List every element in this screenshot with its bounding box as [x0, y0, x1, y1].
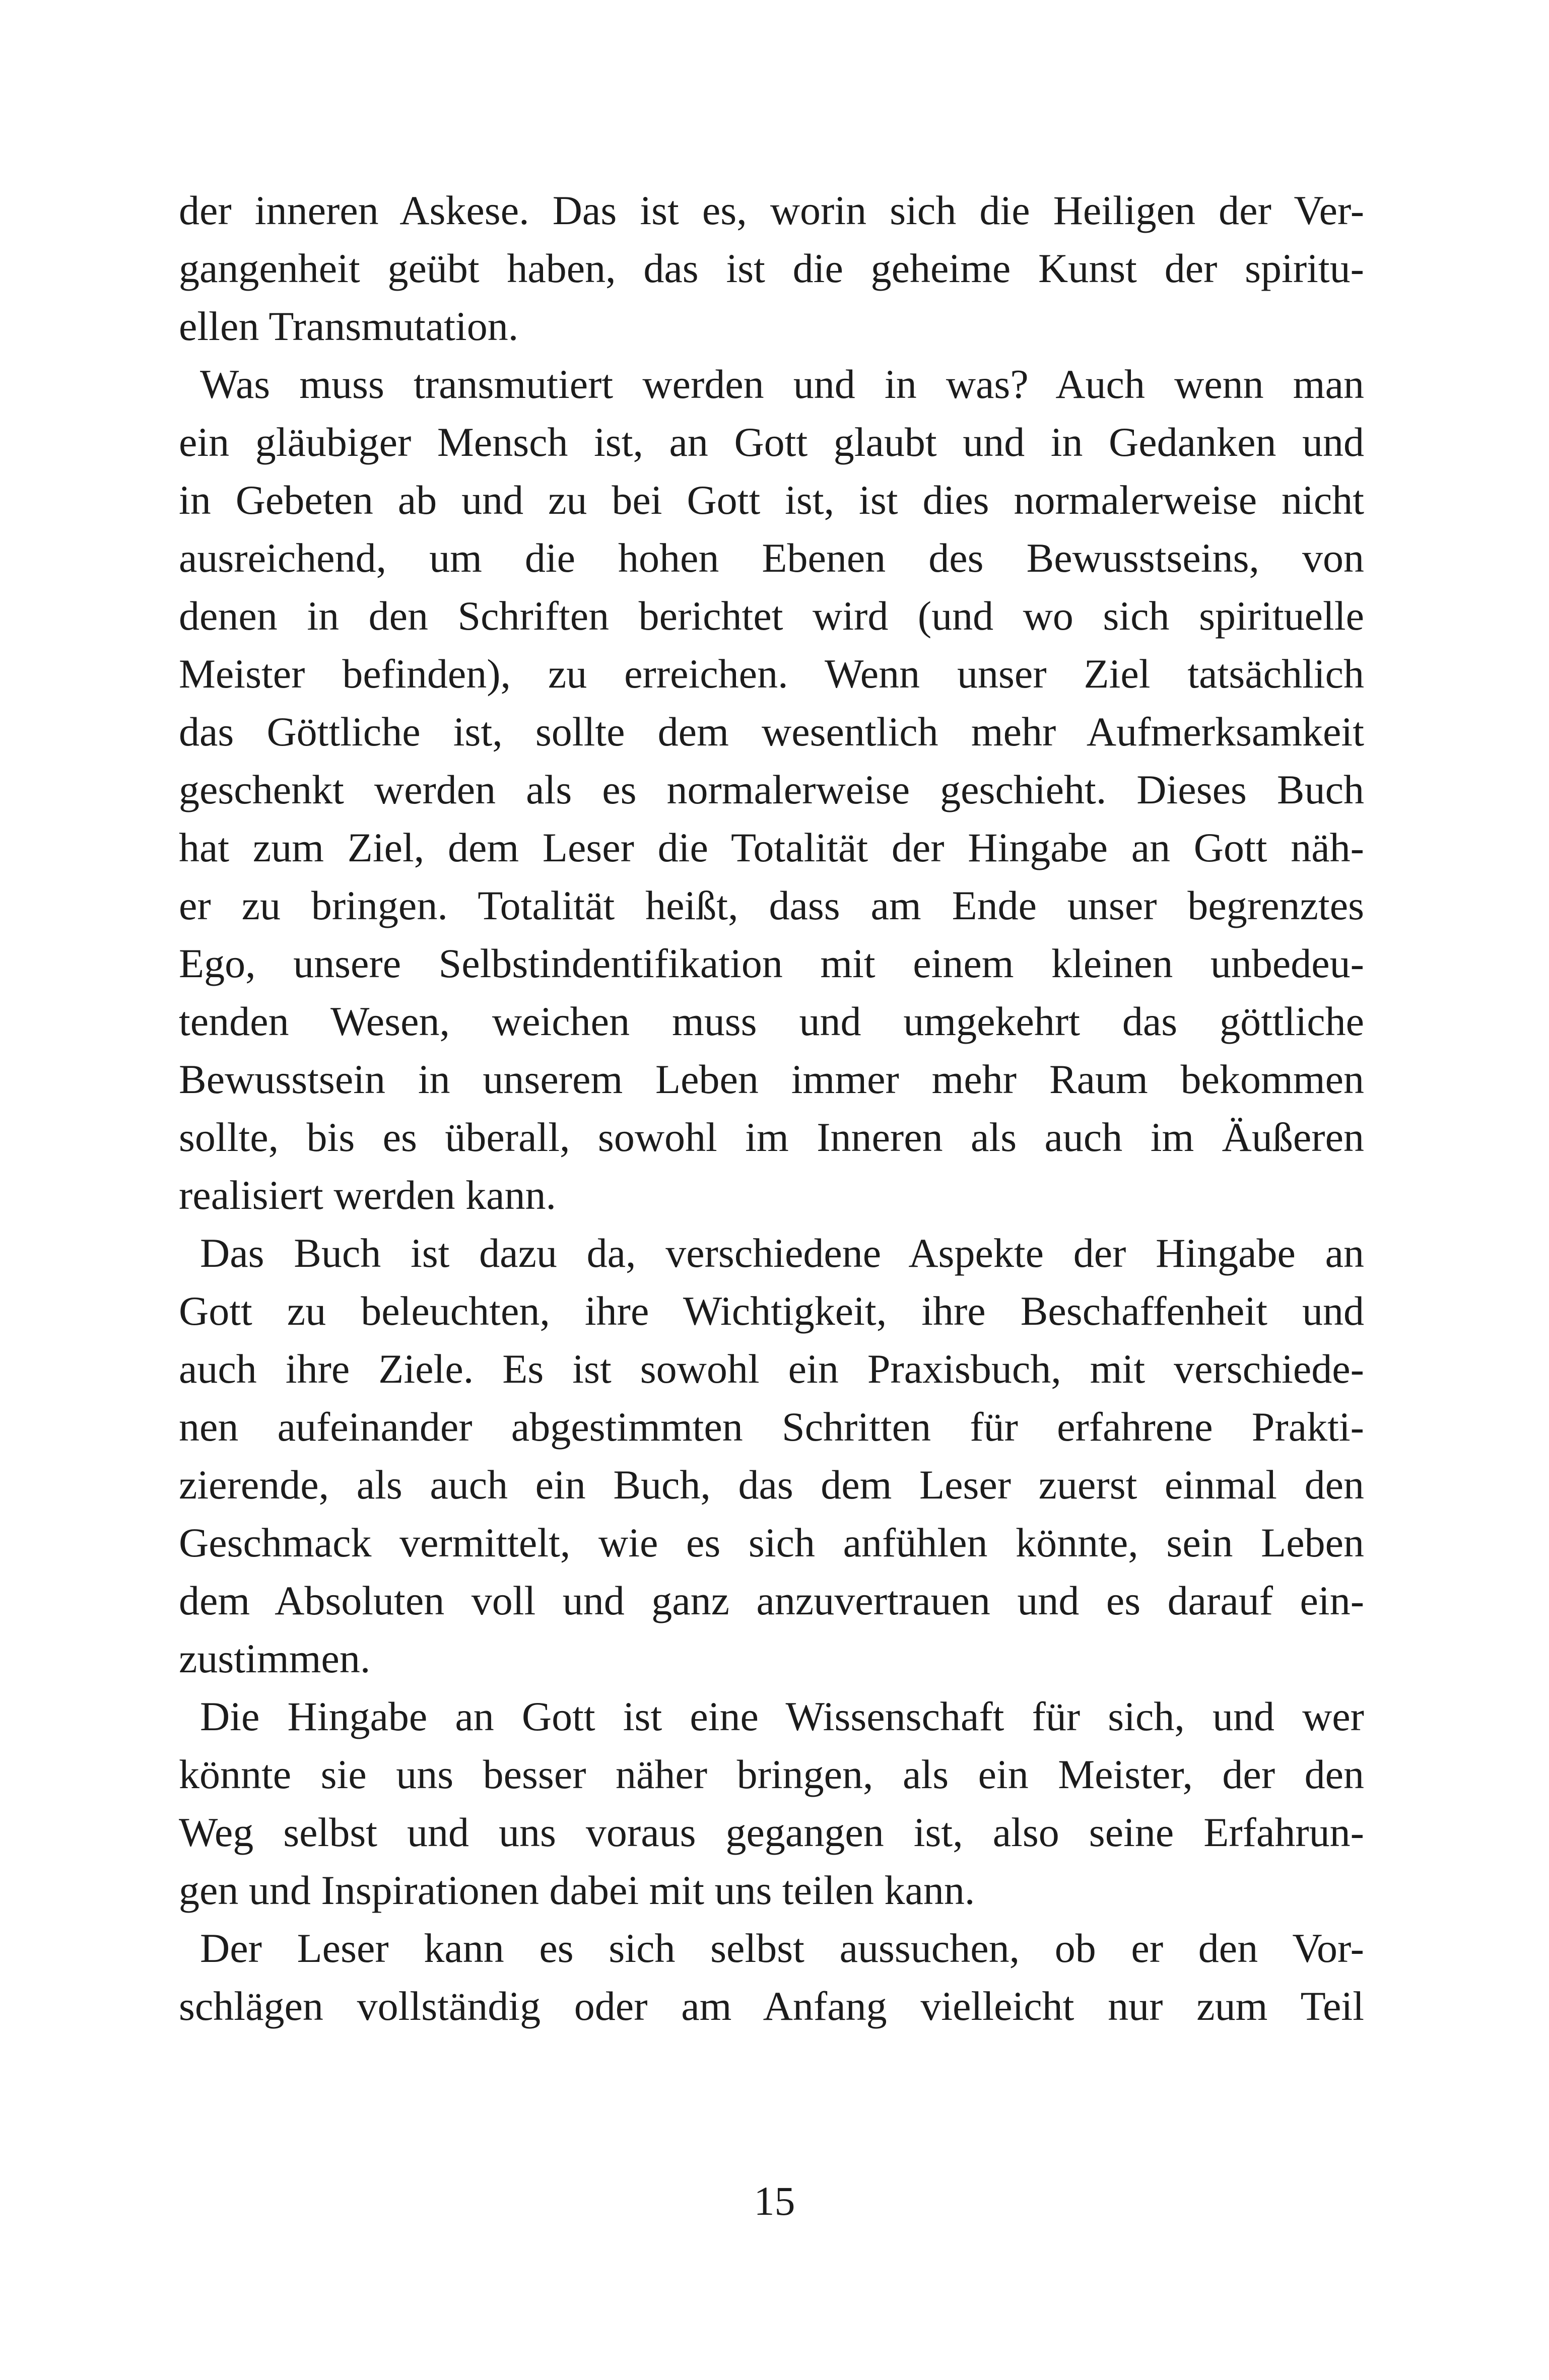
text-line: ausreichend, um die hohen Ebenen des Bewusstseins, von — [179, 535, 1364, 581]
text-line: nen aufeinander abgestimmten Schritten für erfahrene Prakti- — [179, 1404, 1364, 1450]
text-line: Ego, unsere Selbstindentifikation mit einem kleinen unbedeu- — [179, 940, 1364, 986]
text-line: gen und Inspirationen dabei mit uns teilen kann. — [179, 1867, 975, 1913]
text-line: Das Buch ist dazu da, verschiedene Aspekte der Hingabe an — [200, 1230, 1364, 1276]
text-line: könnte sie uns besser näher bringen, als ein Meister, der den — [179, 1751, 1364, 1797]
text-line: Geschmack vermittelt, wie es sich anfühlen könnte, sein Leben — [179, 1520, 1364, 1566]
text-line: Bewusstsein in unserem Leben immer mehr Raum bekommen — [179, 1056, 1364, 1102]
text-line: ein gläubiger Mensch ist, an Gott glaubt und in Gedanken und — [179, 419, 1364, 465]
text-line: realisiert werden kann. — [179, 1172, 557, 1218]
text-line: er zu bringen. Totalität heißt, dass am Ende unser begrenztes — [179, 882, 1364, 928]
text-line: der inneren Askese. Das ist es, worin sich die Heiligen der Ver- — [179, 187, 1364, 233]
text-line: dem Absoluten voll und ganz anzuvertrauen und es darauf ein- — [179, 1578, 1364, 1623]
text-line: hat zum Ziel, dem Leser die Totalität der Hingabe an Gott näh- — [179, 825, 1364, 870]
text-line: in Gebeten ab und zu bei Gott ist, ist dies normalerweise nicht — [179, 477, 1364, 523]
text-line: Die Hingabe an Gott ist eine Wissenschaft für sich, und wer — [200, 1693, 1364, 1739]
paragraph — [179, 1224, 1364, 1687]
paragraph — [179, 1919, 1364, 2035]
text-line: geschenkt werden als es normalerweise geschieht. Dieses Buch — [179, 767, 1364, 812]
text-line: tenden Wesen, weichen muss und umgekehrt das göttliche — [179, 998, 1364, 1044]
text-line: denen in den Schriften berichtet wird (und wo sich spirituelle — [179, 593, 1364, 639]
paragraph — [179, 181, 1364, 355]
text-line: schlägen vollständig oder am Anfang vielleicht nur zum Teil — [179, 1983, 1364, 2029]
text-line: Weg selbst und uns voraus gegangen ist, also seine Erfahrun- — [179, 1809, 1364, 1855]
text-line: Gott zu beleuchten, ihre Wichtigkeit, ihre Beschaffenheit und — [179, 1288, 1364, 1334]
text-line: Der Leser kann es sich selbst aussuchen, ob er den Vor- — [200, 1925, 1364, 1971]
page-number: 15 — [754, 2178, 795, 2224]
paragraph — [179, 355, 1364, 1224]
text-line: Meister befinden), zu erreichen. Wenn unser Ziel tatsächlich — [179, 651, 1364, 697]
text-line: auch ihre Ziele. Es ist sowohl ein Praxisbuch, mit verschiede- — [179, 1346, 1364, 1392]
body-text — [179, 181, 1364, 2035]
text-line: das Göttliche ist, sollte dem wesentlich mehr Aufmerksamkeit — [179, 709, 1364, 755]
text-line: ellen Transmutation. — [179, 303, 519, 349]
text-line: gangenheit geübt haben, das ist die geheime Kunst der spiritu- — [179, 245, 1364, 291]
paragraph — [179, 1687, 1364, 1919]
text-line: sollte, bis es überall, sowohl im Inneren als auch im Äußeren — [179, 1114, 1364, 1160]
text-line: Was muss transmutiert werden und in was? Auch wenn man — [200, 361, 1364, 407]
text-line: zierende, als auch ein Buch, das dem Leser zuerst einmal den — [179, 1462, 1364, 1508]
text-line: zustimmen. — [179, 1636, 371, 1681]
